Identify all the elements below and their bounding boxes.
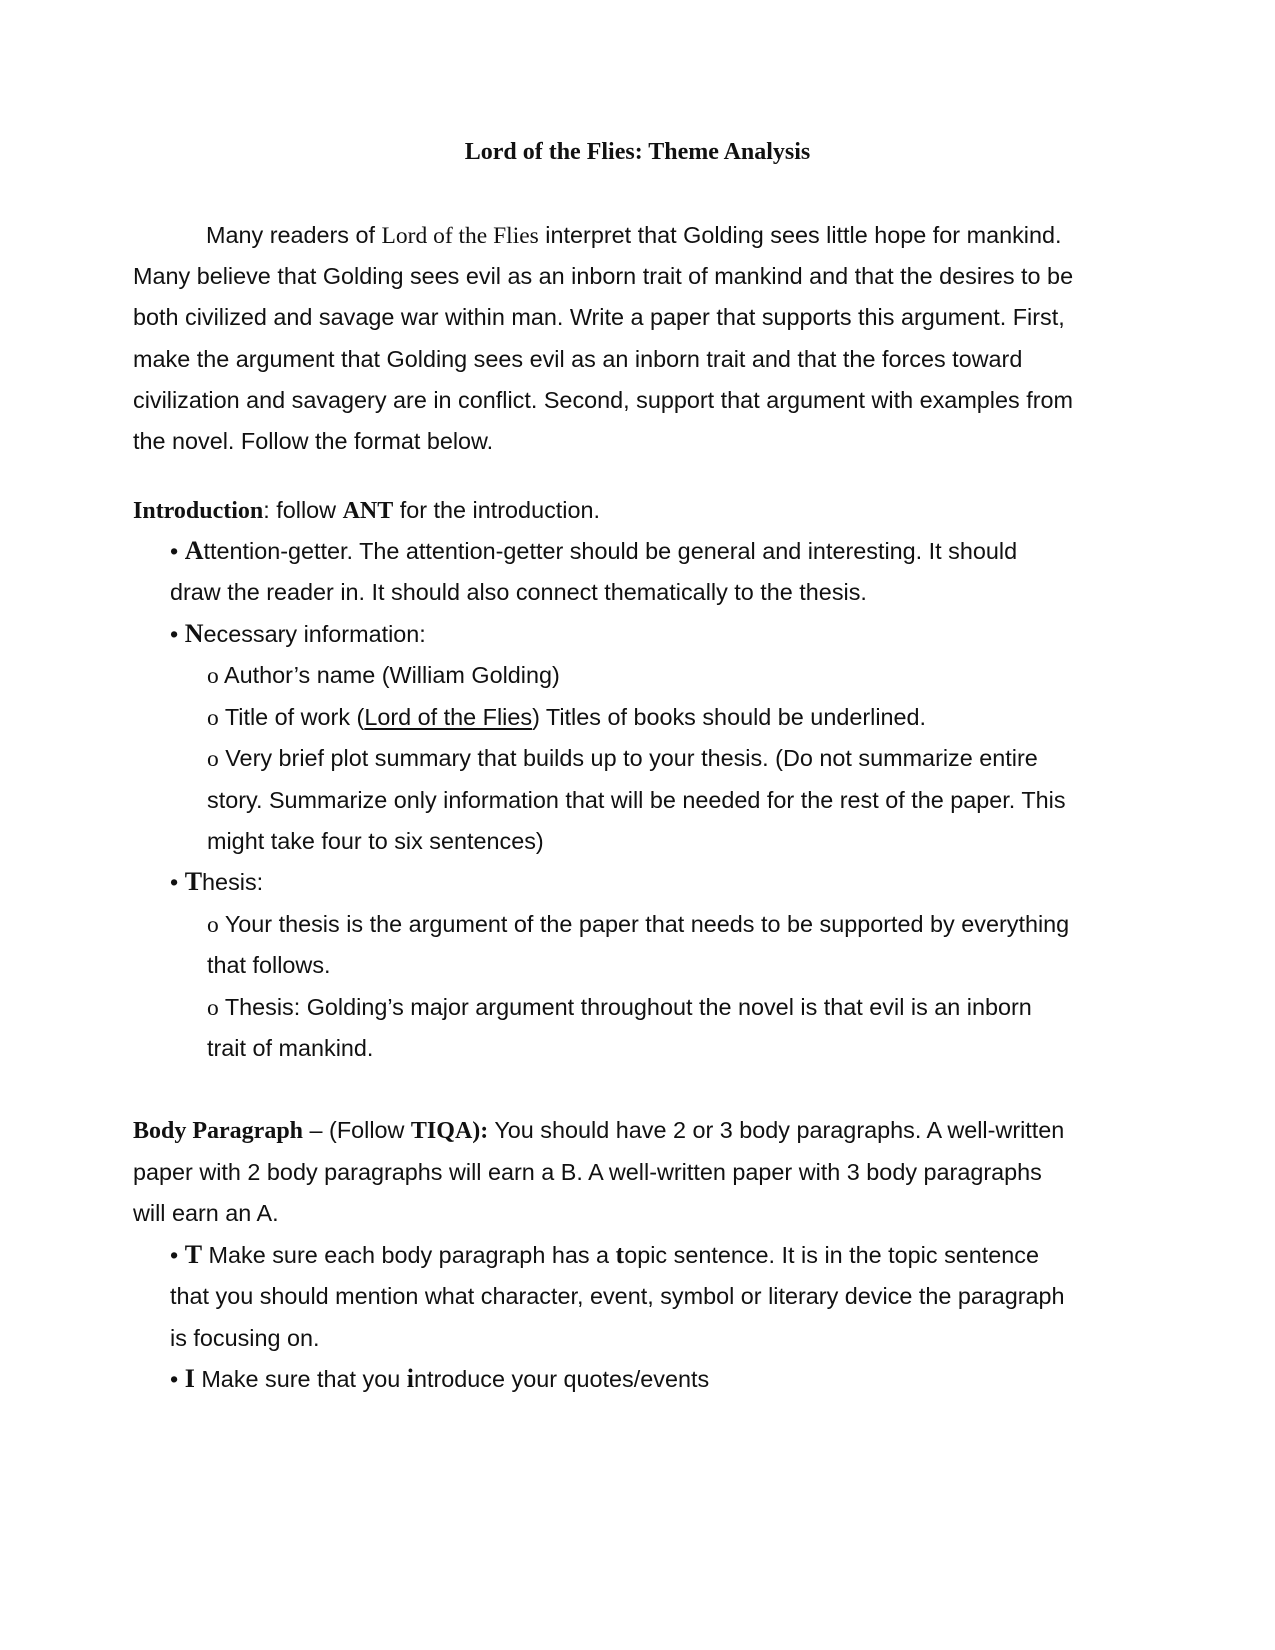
plot-summary-line-3: might take four to six sentences) — [207, 828, 544, 854]
topic-sentence-item: • T Make sure each body paragraph has a topic sentence. It is in the topic sentence — [170, 1240, 1040, 1269]
author-name-item: o Author’s name (William Golding) — [207, 662, 560, 689]
thesis-item: • Thesis: — [170, 867, 264, 896]
bullet-icon: • — [170, 1366, 179, 1392]
introduce-quotes-item: • I Make sure that you introduce your quotes/events — [170, 1364, 710, 1393]
bullet-icon: • — [170, 538, 179, 564]
tiqa-acronym: TIQA): — [410, 1118, 489, 1144]
title-of-work-item: o Title of work (Lord of the Flies) Titles of books should be underlined. — [207, 704, 927, 731]
introduce-inline-letter: i — [406, 1364, 414, 1393]
topic-sentence-line-2: that you should mention what character, event, symbol or literary device the paragraph — [170, 1283, 1065, 1309]
thesis-definition-line-2: that follows. — [207, 952, 331, 978]
sub-bullet-icon: o — [207, 663, 219, 689]
intro-paragraph-line-6: the novel. Follow the format below. — [133, 428, 494, 454]
introduce-letter: I — [184, 1364, 195, 1393]
plot-summary-line-2: story. Summarize only information that will be needed for the rest of the paper. This — [207, 787, 1066, 813]
bullet-icon: • — [170, 1242, 179, 1268]
thesis-statement-item: o Thesis: Golding’s major argument throughout the novel is that evil is an inborn — [207, 994, 1032, 1021]
attention-getter-item: • Attention-getter. The attention-getter should be general and interesting. It should — [170, 536, 1018, 565]
plot-summary-item: o Very brief plot summary that builds up to your thesis. (Do not summarize entire — [207, 745, 1038, 772]
topic-inline-letter: t — [615, 1240, 625, 1269]
thesis-letter: T — [184, 867, 203, 896]
sub-bullet-icon: o — [207, 912, 219, 938]
bullet-icon: • — [170, 869, 179, 895]
bullet-icon: • — [170, 621, 179, 647]
body-paragraph-heading-line: Body Paragraph – (Follow TIQA): You should have 2 or 3 body paragraphs. A well-written — [133, 1117, 1065, 1144]
intro-paragraph-line-3: both civilized and savage war within man. Write a paper that supports this argument. First, — [133, 304, 1065, 330]
title-suffix: : Theme Analysis — [634, 139, 811, 165]
intro-paragraph-line-5: civilization and savagery are in conflict. Second, support that argument with examples from — [133, 387, 1073, 413]
topic-sentence-line-3: is focusing on. — [170, 1325, 320, 1351]
document-title — [0, 136, 1275, 168]
sub-bullet-icon: o — [207, 995, 219, 1021]
topic-letter: T — [184, 1240, 203, 1269]
necessary-info-item: • Necessary information: — [170, 619, 426, 648]
body-paragraph-heading: Body Paragraph — [133, 1118, 304, 1144]
necessary-letter: N — [184, 619, 204, 648]
thesis-definition-item: o Your thesis is the argument of the paper that needs to be supported by everything — [207, 911, 1070, 938]
body-paragraph-line-2: paper with 2 body paragraphs will earn a B. A well-written paper with 3 body paragraphs — [133, 1159, 1042, 1185]
sub-bullet-icon: o — [207, 705, 219, 731]
thesis-statement-line-2: trait of mankind. — [207, 1035, 374, 1061]
title-book-name: Lord of the Flies — [464, 139, 635, 165]
introduction-heading-line: Introduction: follow ANT for the introduction. — [133, 497, 600, 524]
introduction-heading: Introduction — [133, 498, 264, 524]
sub-bullet-icon: o — [207, 746, 219, 772]
attention-letter: A — [184, 536, 204, 565]
attention-getter-line-2: draw the reader in. It should also connect thematically to the thesis. — [170, 579, 867, 605]
intro-paragraph-line-4: make the argument that Golding sees evil as an inborn trait and that the forces toward — [133, 346, 1023, 372]
ant-acronym: ANT — [342, 498, 394, 524]
intro-paragraph-line-1: Many readers of Lord of the Flies interpret that Golding sees little hope for mankind. — [206, 222, 1062, 249]
body-paragraph-line-3: will earn an A. — [133, 1200, 279, 1226]
intro-book-name: Lord of the Flies — [381, 223, 539, 249]
underlined-book-title: Lord of the Flies — [364, 704, 533, 730]
intro-paragraph-line-2: Many believe that Golding sees evil as an inborn trait of mankind and that the desires to be — [133, 263, 1074, 289]
